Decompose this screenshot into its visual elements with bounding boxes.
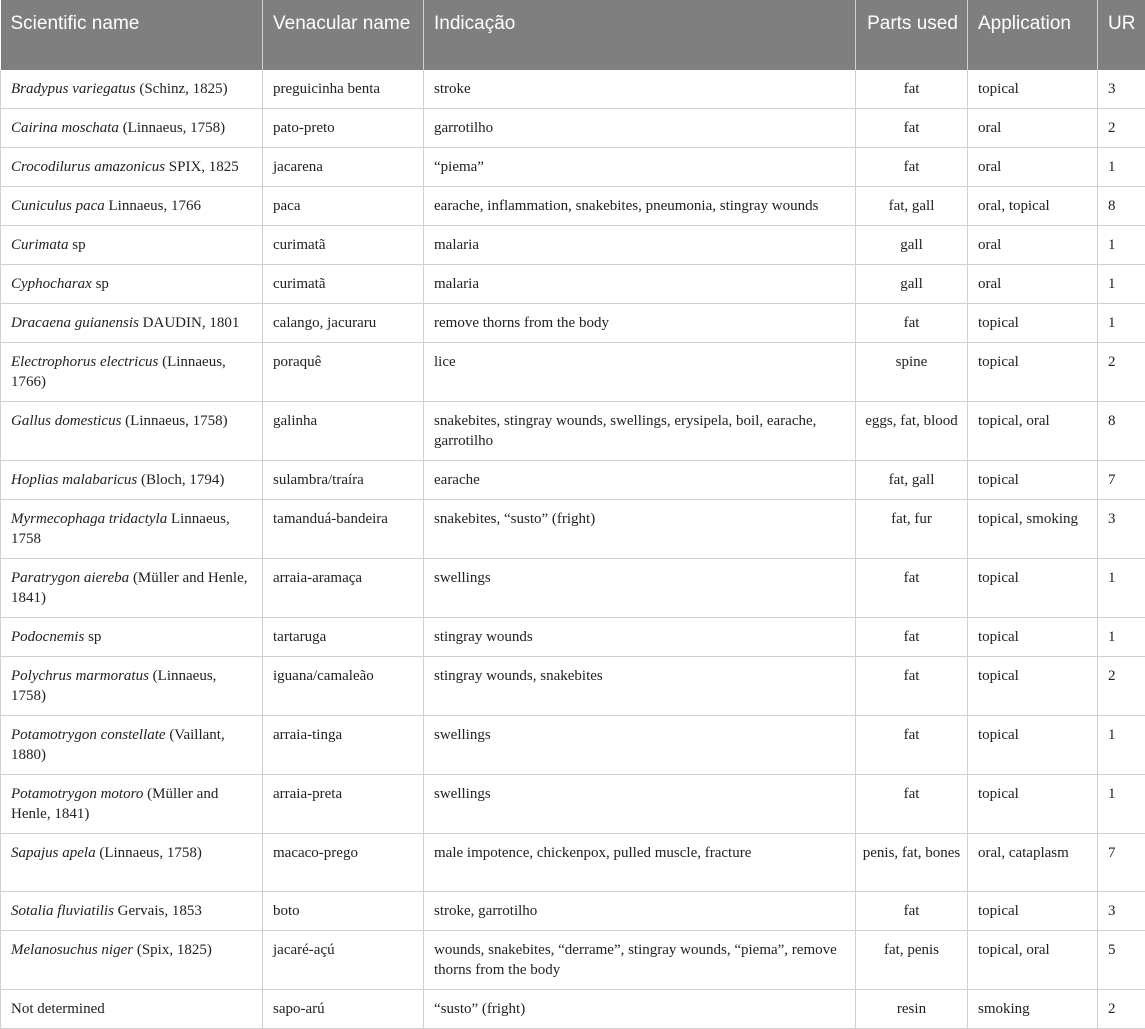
cell-parts-used: fat bbox=[856, 304, 968, 343]
cell-parts-used: fat bbox=[856, 716, 968, 775]
cell-indication: remove thorns from the body bbox=[424, 304, 856, 343]
header-parts-used: Parts used bbox=[856, 0, 968, 70]
table-row bbox=[1, 402, 1145, 461]
cell-vernacular-name: arraia-tinga bbox=[263, 716, 424, 775]
table-row bbox=[1, 834, 1145, 892]
cell-indication: stroke, garrotilho bbox=[424, 892, 856, 931]
cell-scientific-name bbox=[1, 226, 263, 265]
cell-application: oral, cataplasm bbox=[968, 834, 1098, 892]
scientific-name-authority: sp bbox=[92, 276, 109, 292]
cell-parts-used: fat, fur bbox=[856, 500, 968, 559]
scientific-name-authority: (Spix, 1825) bbox=[133, 942, 212, 958]
cell-vernacular-name: pato-preto bbox=[263, 109, 424, 148]
cell-vernacular-name: curimatã bbox=[263, 226, 424, 265]
cell-parts-used: fat bbox=[856, 618, 968, 657]
cell-scientific-name bbox=[1, 834, 263, 892]
cell-vernacular-name: sapo-arú bbox=[263, 990, 424, 1029]
cell-ur: 1 bbox=[1098, 716, 1145, 775]
cell-scientific-name bbox=[1, 461, 263, 500]
scientific-name-authority: SPIX, 1825 bbox=[165, 159, 239, 175]
cell-parts-used: fat, gall bbox=[856, 187, 968, 226]
table-row bbox=[1, 931, 1145, 990]
cell-ur: 2 bbox=[1098, 657, 1145, 716]
scientific-name-authority: (Linnaeus, 1758) bbox=[121, 413, 227, 429]
scientific-name-italic: Podocnemis bbox=[11, 629, 84, 645]
cell-ur: 1 bbox=[1098, 226, 1145, 265]
scientific-name-italic: Gallus domesticus bbox=[11, 413, 121, 429]
scientific-name-italic: Cyphocharax bbox=[11, 276, 92, 292]
cell-vernacular-name: iguana/camaleão bbox=[263, 657, 424, 716]
cell-scientific-name bbox=[1, 990, 263, 1029]
scientific-name-italic: Crocodilurus amazonicus bbox=[11, 159, 165, 175]
cell-application: oral, topical bbox=[968, 187, 1098, 226]
cell-indication: earache bbox=[424, 461, 856, 500]
scientific-name-authority: sp bbox=[84, 629, 101, 645]
scientific-name-italic: Curimata bbox=[11, 237, 69, 253]
cell-vernacular-name: boto bbox=[263, 892, 424, 931]
cell-application: topical bbox=[968, 775, 1098, 834]
cell-ur: 2 bbox=[1098, 990, 1145, 1029]
cell-application: oral bbox=[968, 265, 1098, 304]
table-body bbox=[1, 70, 1145, 1029]
cell-indication: swellings bbox=[424, 559, 856, 618]
scientific-name-authority: Linnaeus, 1766 bbox=[105, 198, 201, 214]
cell-application: topical bbox=[968, 618, 1098, 657]
cell-ur: 3 bbox=[1098, 500, 1145, 559]
cell-scientific-name bbox=[1, 402, 263, 461]
cell-ur: 1 bbox=[1098, 618, 1145, 657]
cell-vernacular-name: jacarena bbox=[263, 148, 424, 187]
cell-parts-used: fat bbox=[856, 559, 968, 618]
scientific-name-italic: Paratrygon aiereba bbox=[11, 570, 129, 586]
cell-application: topical, smoking bbox=[968, 500, 1098, 559]
cell-vernacular-name: jacaré-açú bbox=[263, 931, 424, 990]
cell-application: oral bbox=[968, 226, 1098, 265]
cell-parts-used: fat bbox=[856, 657, 968, 716]
cell-ur: 1 bbox=[1098, 148, 1145, 187]
cell-parts-used: resin bbox=[856, 990, 968, 1029]
cell-application: topical bbox=[968, 559, 1098, 618]
cell-vernacular-name: poraquê bbox=[263, 343, 424, 402]
cell-application: topical bbox=[968, 461, 1098, 500]
scientific-name-authority: Not determined bbox=[11, 1001, 105, 1017]
table-row bbox=[1, 148, 1145, 187]
table-row bbox=[1, 226, 1145, 265]
scientific-name-italic: Sapajus apela bbox=[11, 845, 96, 861]
header-ur: UR bbox=[1098, 0, 1145, 70]
cell-vernacular-name: sulambra/traíra bbox=[263, 461, 424, 500]
cell-indication: swellings bbox=[424, 716, 856, 775]
cell-application: topical bbox=[968, 304, 1098, 343]
scientific-name-italic: Potamotrygon motoro bbox=[11, 786, 143, 802]
cell-ur: 8 bbox=[1098, 187, 1145, 226]
cell-indication: “susto” (fright) bbox=[424, 990, 856, 1029]
cell-indication: swellings bbox=[424, 775, 856, 834]
cell-ur: 7 bbox=[1098, 461, 1145, 500]
scientific-name-authority: Linnaeus, 1758 bbox=[11, 511, 230, 547]
cell-parts-used: gall bbox=[856, 226, 968, 265]
cell-application: smoking bbox=[968, 990, 1098, 1029]
cell-indication: “piema” bbox=[424, 148, 856, 187]
cell-application: topical bbox=[968, 892, 1098, 931]
cell-ur: 2 bbox=[1098, 109, 1145, 148]
header-scientific-name: Scientific name bbox=[1, 0, 263, 70]
cell-application: topical, oral bbox=[968, 402, 1098, 461]
header-row bbox=[1, 0, 1145, 70]
table-row bbox=[1, 559, 1145, 618]
cell-parts-used: fat bbox=[856, 70, 968, 109]
scientific-name-authority: (Linnaeus, 1758) bbox=[96, 845, 202, 861]
cell-indication: malaria bbox=[424, 265, 856, 304]
cell-vernacular-name: paca bbox=[263, 187, 424, 226]
scientific-name-authority: (Bloch, 1794) bbox=[137, 472, 224, 488]
cell-parts-used: fat bbox=[856, 148, 968, 187]
cell-scientific-name bbox=[1, 716, 263, 775]
cell-scientific-name bbox=[1, 559, 263, 618]
cell-vernacular-name: macaco-prego bbox=[263, 834, 424, 892]
cell-ur: 2 bbox=[1098, 343, 1145, 402]
cell-vernacular-name: arraia-aramaça bbox=[263, 559, 424, 618]
cell-indication: male impotence, chickenpox, pulled muscle, fracture bbox=[424, 834, 856, 892]
table-row bbox=[1, 716, 1145, 775]
cell-indication: wounds, snakebites, “derrame”, stingray wounds, “piema”, remove thorns from the body bbox=[424, 931, 856, 990]
cell-indication: malaria bbox=[424, 226, 856, 265]
cell-vernacular-name: preguicinha benta bbox=[263, 70, 424, 109]
table-row bbox=[1, 618, 1145, 657]
scientific-name-italic: Cairina moschata bbox=[11, 120, 119, 136]
cell-ur: 1 bbox=[1098, 559, 1145, 618]
scientific-name-italic: Potamotrygon constellate bbox=[11, 727, 166, 743]
cell-ur: 3 bbox=[1098, 892, 1145, 931]
cell-scientific-name bbox=[1, 931, 263, 990]
cell-ur: 1 bbox=[1098, 265, 1145, 304]
cell-vernacular-name: calango, jacuraru bbox=[263, 304, 424, 343]
scientific-name-authority: Gervais, 1853 bbox=[114, 903, 202, 919]
cell-scientific-name bbox=[1, 148, 263, 187]
cell-parts-used: fat, penis bbox=[856, 931, 968, 990]
table-row bbox=[1, 892, 1145, 931]
cell-vernacular-name: curimatã bbox=[263, 265, 424, 304]
table-row bbox=[1, 343, 1145, 402]
cell-parts-used: fat bbox=[856, 892, 968, 931]
cell-parts-used: penis, fat, bones bbox=[856, 834, 968, 892]
header-application: Application bbox=[968, 0, 1098, 70]
scientific-name-authority: DAUDIN, 1801 bbox=[139, 315, 239, 331]
header-vernacular-name: Venacular name bbox=[263, 0, 424, 70]
cell-vernacular-name: galinha bbox=[263, 402, 424, 461]
scientific-name-italic: Cuniculus paca bbox=[11, 198, 105, 214]
cell-scientific-name bbox=[1, 500, 263, 559]
table-row bbox=[1, 500, 1145, 559]
cell-ur: 3 bbox=[1098, 70, 1145, 109]
scientific-name-italic: Hoplias malabaricus bbox=[11, 472, 137, 488]
cell-scientific-name bbox=[1, 304, 263, 343]
cell-indication: stroke bbox=[424, 70, 856, 109]
cell-scientific-name bbox=[1, 70, 263, 109]
cell-application: oral bbox=[968, 148, 1098, 187]
scientific-name-authority: (Vaillant, 1880) bbox=[11, 727, 225, 763]
scientific-name-authority: (Schinz, 1825) bbox=[136, 81, 228, 97]
cell-application: oral bbox=[968, 109, 1098, 148]
scientific-name-italic: Melanosuchus niger bbox=[11, 942, 133, 958]
scientific-name-authority: (Linnaeus, 1758) bbox=[119, 120, 225, 136]
cell-scientific-name bbox=[1, 187, 263, 226]
table-row bbox=[1, 990, 1145, 1029]
cell-parts-used: fat bbox=[856, 109, 968, 148]
scientific-name-authority: (Linnaeus, 1758) bbox=[11, 668, 216, 704]
table-row bbox=[1, 657, 1145, 716]
scientific-name-italic: Myrmecophaga tridactyla bbox=[11, 511, 167, 527]
cell-scientific-name bbox=[1, 892, 263, 931]
cell-parts-used: eggs, fat, blood bbox=[856, 402, 968, 461]
cell-application: topical bbox=[968, 657, 1098, 716]
scientific-name-authority: (Müller and Henle, 1841) bbox=[11, 786, 218, 822]
header-indication: Indicação bbox=[424, 0, 856, 70]
cell-vernacular-name: tartaruga bbox=[263, 618, 424, 657]
cell-application: topical bbox=[968, 343, 1098, 402]
cell-scientific-name bbox=[1, 109, 263, 148]
cell-application: topical bbox=[968, 70, 1098, 109]
table-row bbox=[1, 109, 1145, 148]
scientific-name-authority: (Müller and Henle, 1841) bbox=[11, 570, 247, 606]
scientific-name-italic: Sotalia fluviatilis bbox=[11, 903, 114, 919]
cell-indication: stingray wounds bbox=[424, 618, 856, 657]
cell-indication: garrotilho bbox=[424, 109, 856, 148]
scientific-name-italic: Polychrus marmoratus bbox=[11, 668, 149, 684]
table-row bbox=[1, 265, 1145, 304]
cell-indication: lice bbox=[424, 343, 856, 402]
cell-ur: 8 bbox=[1098, 402, 1145, 461]
scientific-name-italic: Dracaena guianensis bbox=[11, 315, 139, 331]
cell-scientific-name bbox=[1, 657, 263, 716]
cell-application: topical bbox=[968, 716, 1098, 775]
table-row bbox=[1, 775, 1145, 834]
cell-vernacular-name: arraia-preta bbox=[263, 775, 424, 834]
cell-indication: stingray wounds, snakebites bbox=[424, 657, 856, 716]
cell-ur: 1 bbox=[1098, 775, 1145, 834]
cell-parts-used: gall bbox=[856, 265, 968, 304]
table-row bbox=[1, 304, 1145, 343]
scientific-name-italic: Electrophorus electricus bbox=[11, 354, 158, 370]
scientific-name-italic: Bradypus variegatus bbox=[11, 81, 136, 97]
cell-scientific-name bbox=[1, 775, 263, 834]
cell-indication: snakebites, stingray wounds, swellings, erysipela, boil, earache, garrotilho bbox=[424, 402, 856, 461]
table-row bbox=[1, 187, 1145, 226]
table-row bbox=[1, 70, 1145, 109]
cell-parts-used: fat, gall bbox=[856, 461, 968, 500]
cell-application: topical, oral bbox=[968, 931, 1098, 990]
cell-ur: 1 bbox=[1098, 304, 1145, 343]
cell-parts-used: spine bbox=[856, 343, 968, 402]
scientific-name-authority: sp bbox=[69, 237, 86, 253]
cell-scientific-name bbox=[1, 618, 263, 657]
cell-vernacular-name: tamanduá-bandeira bbox=[263, 500, 424, 559]
cell-indication: snakebites, “susto” (fright) bbox=[424, 500, 856, 559]
cell-ur: 7 bbox=[1098, 834, 1145, 892]
cell-ur: 5 bbox=[1098, 931, 1145, 990]
table-row bbox=[1, 461, 1145, 500]
cell-parts-used: fat bbox=[856, 775, 968, 834]
scientific-name-authority: (Linnaeus, 1766) bbox=[11, 354, 226, 390]
cell-indication: earache, inflammation, snakebites, pneumonia, stingray wounds bbox=[424, 187, 856, 226]
cell-scientific-name bbox=[1, 265, 263, 304]
cell-scientific-name bbox=[1, 343, 263, 402]
